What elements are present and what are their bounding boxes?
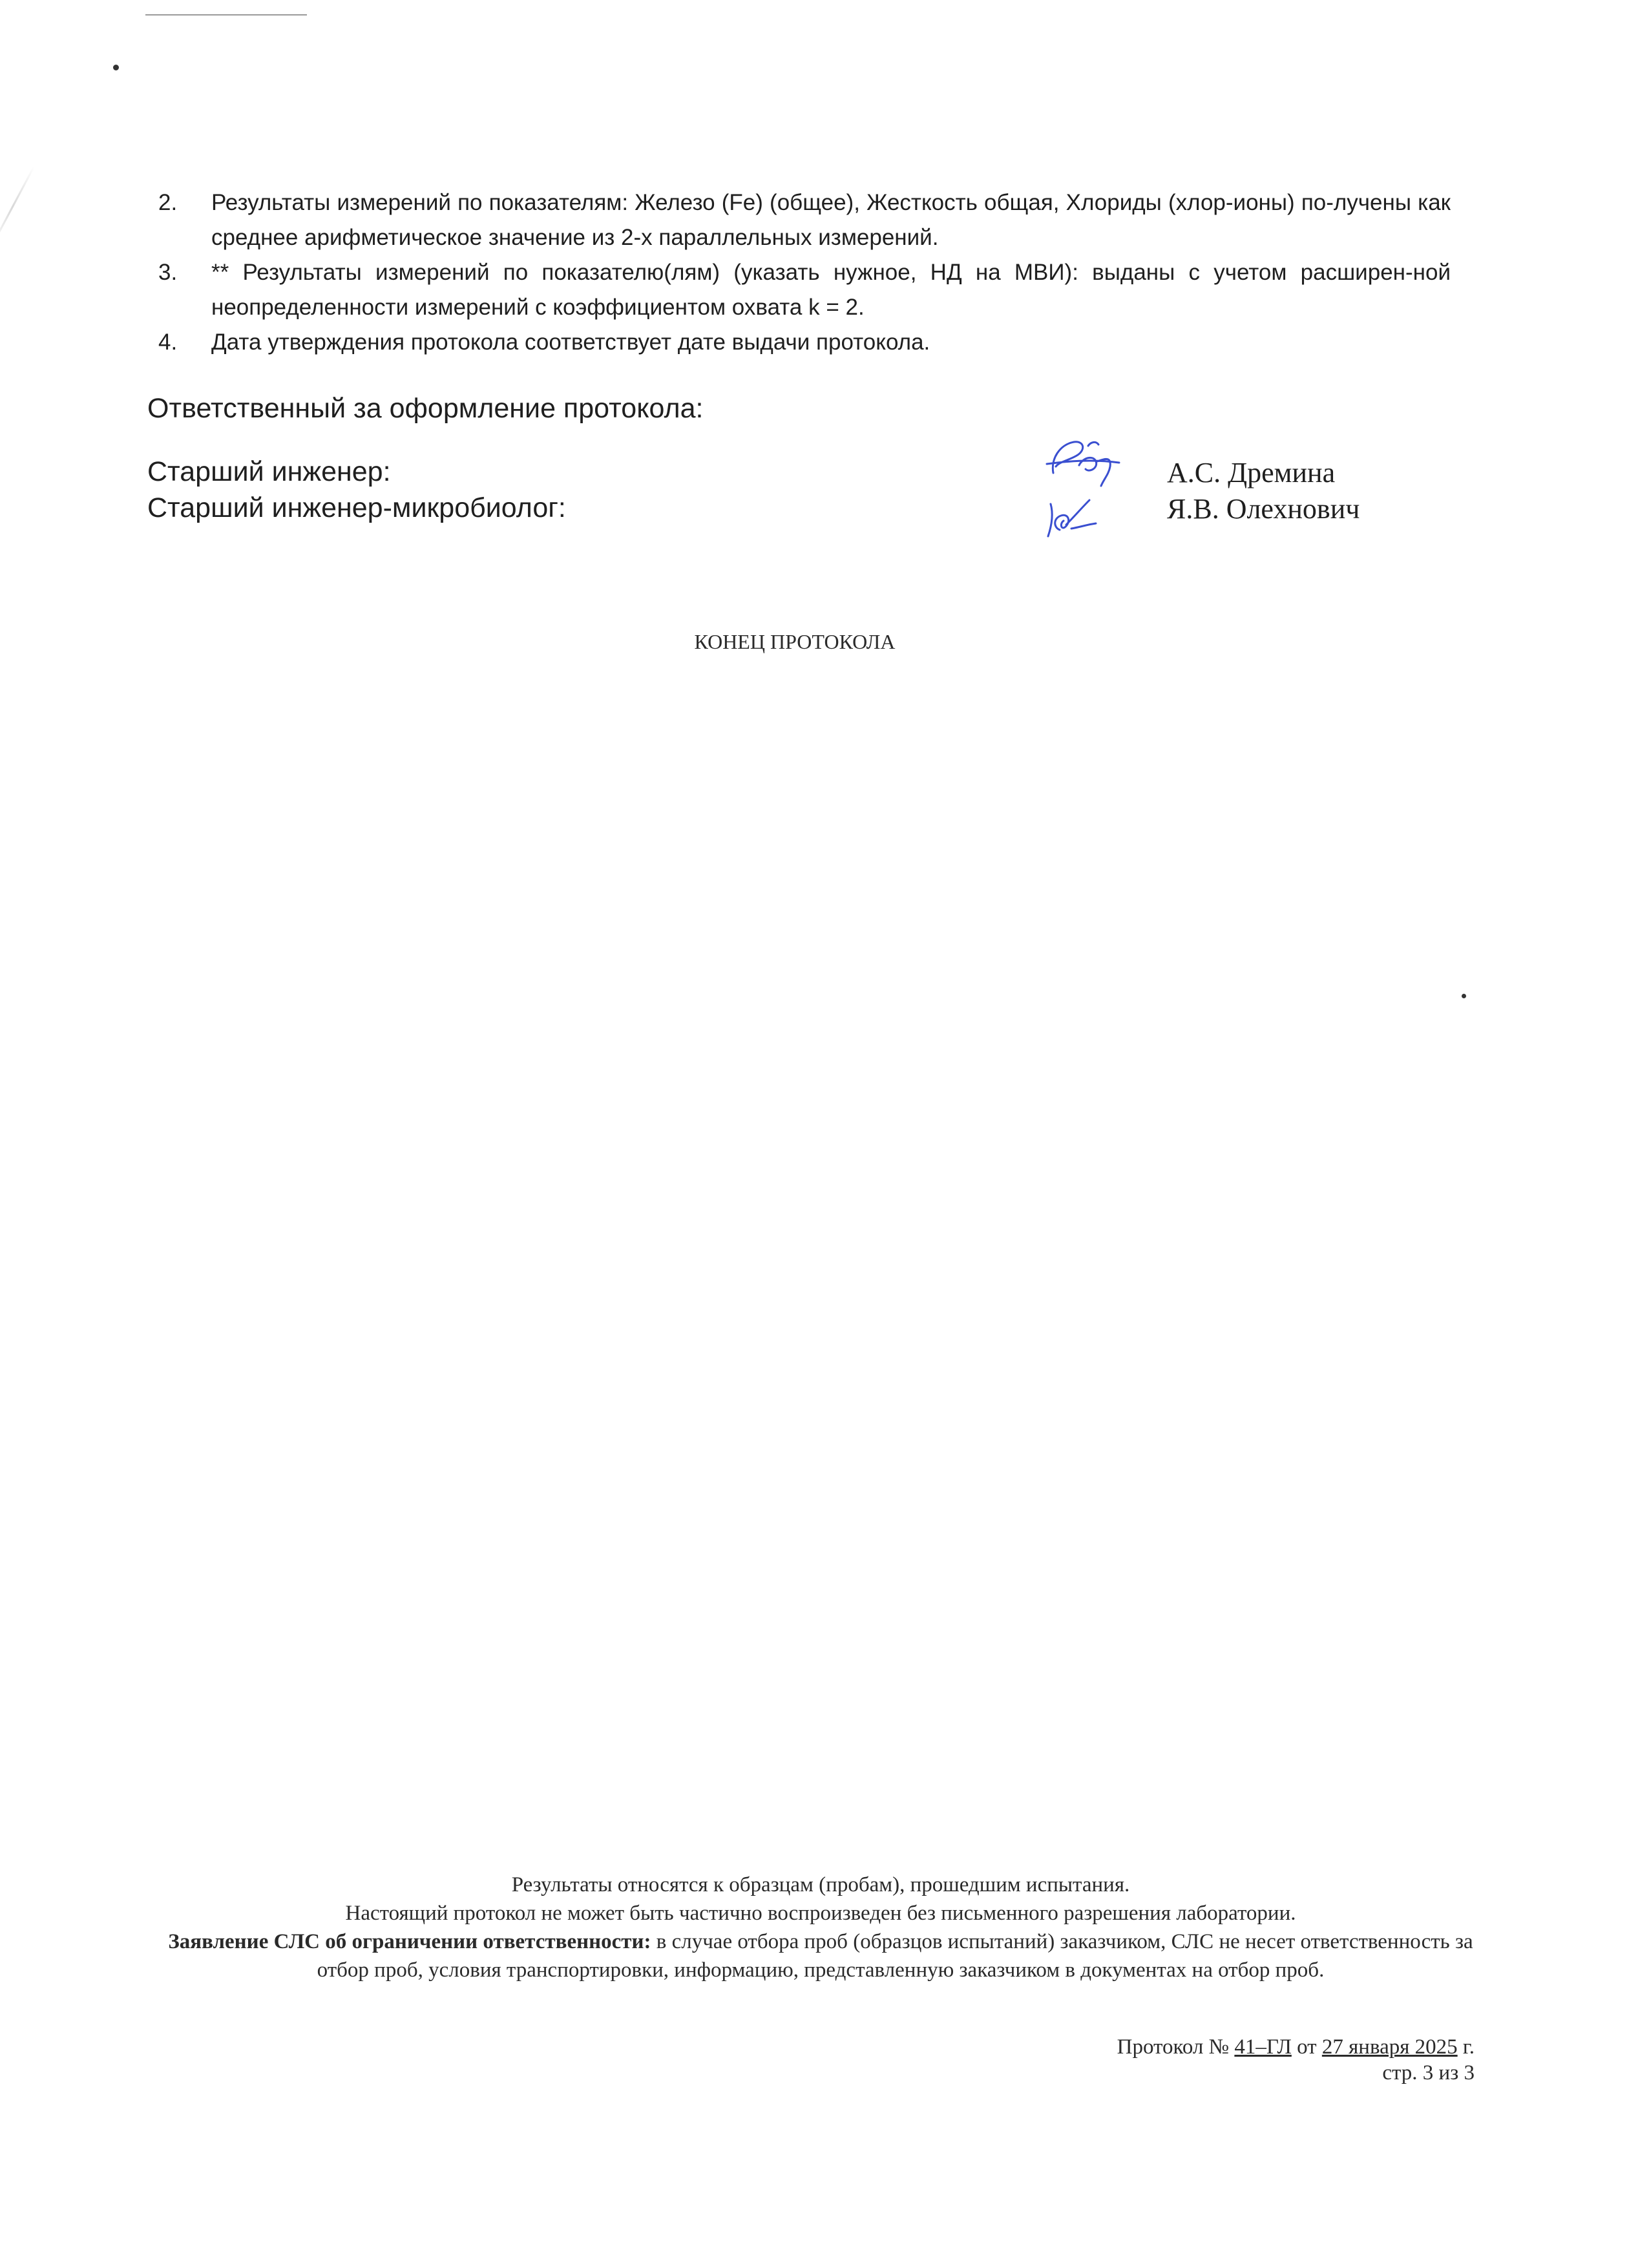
footer-line: Настоящий протокол не может быть частично воспроизведен без письменного разрешения лаборатории.: [345, 1902, 1296, 1925]
scan-artifact-line: [145, 14, 307, 16]
signature-dremina: [1034, 433, 1131, 491]
signature-olekhnovich: [1034, 485, 1111, 543]
note-item: [158, 325, 1451, 360]
signer-row: [147, 456, 1504, 495]
protocol-suffix: г.: [1457, 2035, 1475, 2059]
note-number: 3.: [158, 260, 178, 285]
footer-statement: [168, 1927, 1473, 1984]
note-number: 2.: [158, 190, 178, 215]
note-text: Результаты измерений по показателям: Железо (Fe) (общее), Жесткость общая, Хлориды (хлор-ионы) по-лучены как среднее арифметическое значение из 2-х параллельных измерений.: [211, 190, 1451, 250]
protocol-middle: от: [1291, 2035, 1322, 2059]
scan-artifact-edge: [0, 166, 35, 247]
footer-line: Результаты относятся к образцам (пробам), прошедшим испытания.: [511, 1873, 1130, 1896]
signer-row: [147, 492, 1504, 531]
note-item: [158, 255, 1451, 325]
protocol-prefix: Протокол №: [1117, 2035, 1235, 2059]
signer-title: Старший инженер-микробиолог:: [147, 492, 566, 523]
signer-title: Старший инженер:: [147, 456, 391, 487]
page-number: стр. 3 из 3: [1382, 2061, 1475, 2084]
protocol-number: 41–ГЛ: [1234, 2035, 1292, 2059]
protocol-date: 27 января 2025: [1321, 2035, 1458, 2059]
protocol-number-line: [1117, 2034, 1475, 2060]
scan-artifact-dot: [1462, 994, 1466, 998]
footer-disclaimer: [168, 1871, 1473, 1984]
signer-name: Я.В. Олехнович: [1167, 493, 1360, 525]
note-number: 4.: [158, 330, 178, 355]
note-text: Дата утверждения протокола соответствует дате выдачи протокола.: [211, 330, 930, 355]
note-item: [158, 185, 1451, 255]
signer-name: А.С. Дремина: [1167, 457, 1336, 488]
note-text: ** Результаты измерений по показателю(лям) (указать нужное, НД на МВИ): выданы с учетом расширен-ной неопределенности измерений с коэффициентом охвата k = 2.: [211, 260, 1451, 320]
end-of-protocol-marker: КОНЕЦ ПРОТОКОЛА: [694, 630, 896, 653]
responsible-heading: Ответственный за оформление протокола:: [147, 393, 704, 424]
footer-statement-label: Заявление СЛС об ограничении ответственности:: [168, 1930, 651, 1953]
notes-list: [158, 185, 1451, 360]
protocol-identifier: [1117, 2034, 1475, 2086]
scan-artifact-dot: [113, 65, 119, 70]
footer-statement-text: в случае отбора проб (образцов испытаний) заказчиком, СЛС не несет ответственность за отбор проб, условия транспортировки, информацию, представленную заказчиком в документах на отбор проб.: [317, 1930, 1473, 1982]
